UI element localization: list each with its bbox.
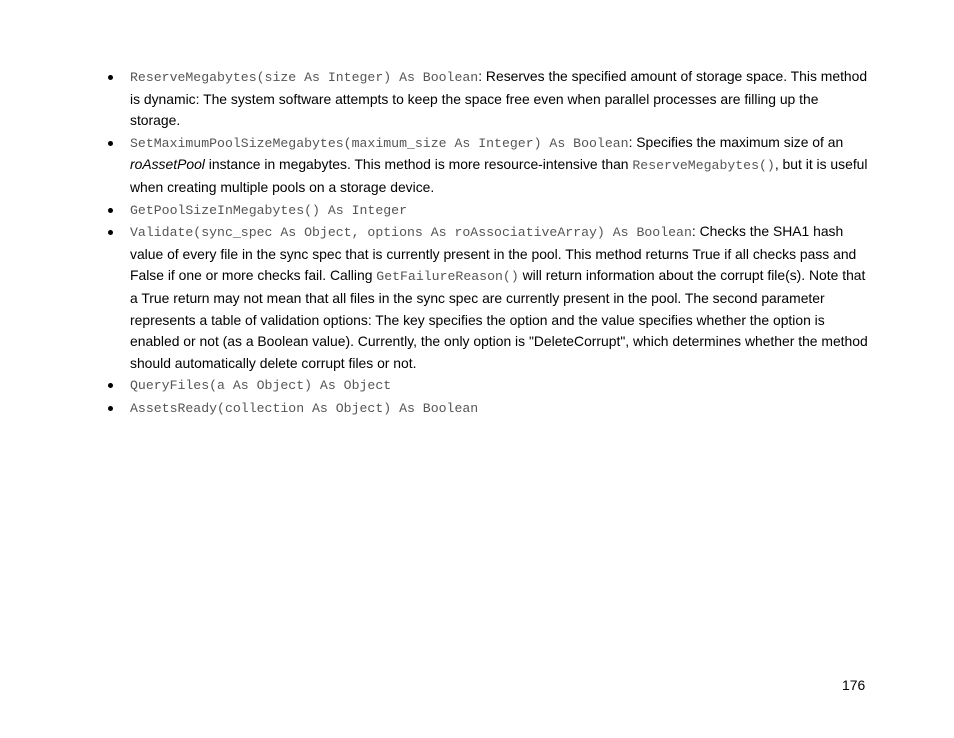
method-signature: AssetsReady(collection As Object) As Boolean: [130, 400, 479, 416]
method-description: : Checks the SHA1 hash value of every file in the sync spec that is currently present in the pool. This method returns True if all checks pass and False if one or more checks fail. Calling: [130, 223, 857, 284]
bullet-icon: [108, 208, 113, 213]
method-signature: GetPoolSizeInMegabytes() As Integer: [130, 202, 407, 218]
list-item: [108, 132, 868, 199]
list-item: [108, 221, 868, 374]
page-number: 176: [842, 677, 866, 693]
method-signature: ReserveMegabytes(size As Integer) As Boolean: [130, 70, 479, 85]
class-name: roAssetPool: [130, 156, 205, 173]
bullet-icon: [108, 141, 113, 146]
list-item: [108, 374, 868, 397]
list-item: [108, 66, 868, 132]
list-item: [108, 397, 868, 420]
method-signature: SetMaximumPoolSizeMegabytes(maximum_size As Integer) As Boolean: [130, 135, 629, 151]
bullet-icon: [108, 406, 113, 411]
list-item: [108, 199, 868, 222]
method-list: [108, 66, 868, 420]
method-description: will return information about the corrupt file(s). Note that a True return may not mean that all files in the sync spec are currently present in the pool. The second parameter represents a table of validation options: The key specifies the option and the value specifies whether the option is enabled or not (as a Boolean value). Currently, the only option is "DeleteCorrupt", which determines whether the method should automatically delete corrupt files or not.: [130, 267, 868, 371]
method-description: , but it is useful when creating multiple pools on a storage device.: [130, 156, 868, 195]
method-description: : Specifies the maximum size of an: [628, 133, 844, 150]
method-reference: GetFailureReason(): [376, 269, 519, 285]
method-reference: ReserveMegabytes(): [632, 158, 775, 174]
bullet-icon: [108, 75, 113, 80]
method-signature: Validate(sync_spec As Object, options As roAssociativeArray) As Boolean: [130, 225, 692, 241]
bullet-icon: [108, 383, 113, 388]
method-signature: QueryFiles(a As Object) As Object: [130, 378, 392, 394]
bullet-icon: [108, 230, 113, 235]
method-description: instance in megabytes. This method is more resource-intensive than: [204, 156, 633, 173]
method-description: : Reserves the specified amount of storage space. This method is dynamic: The system software attempts to keep the space free even when parallel processes are filling up the storage.: [130, 68, 868, 129]
